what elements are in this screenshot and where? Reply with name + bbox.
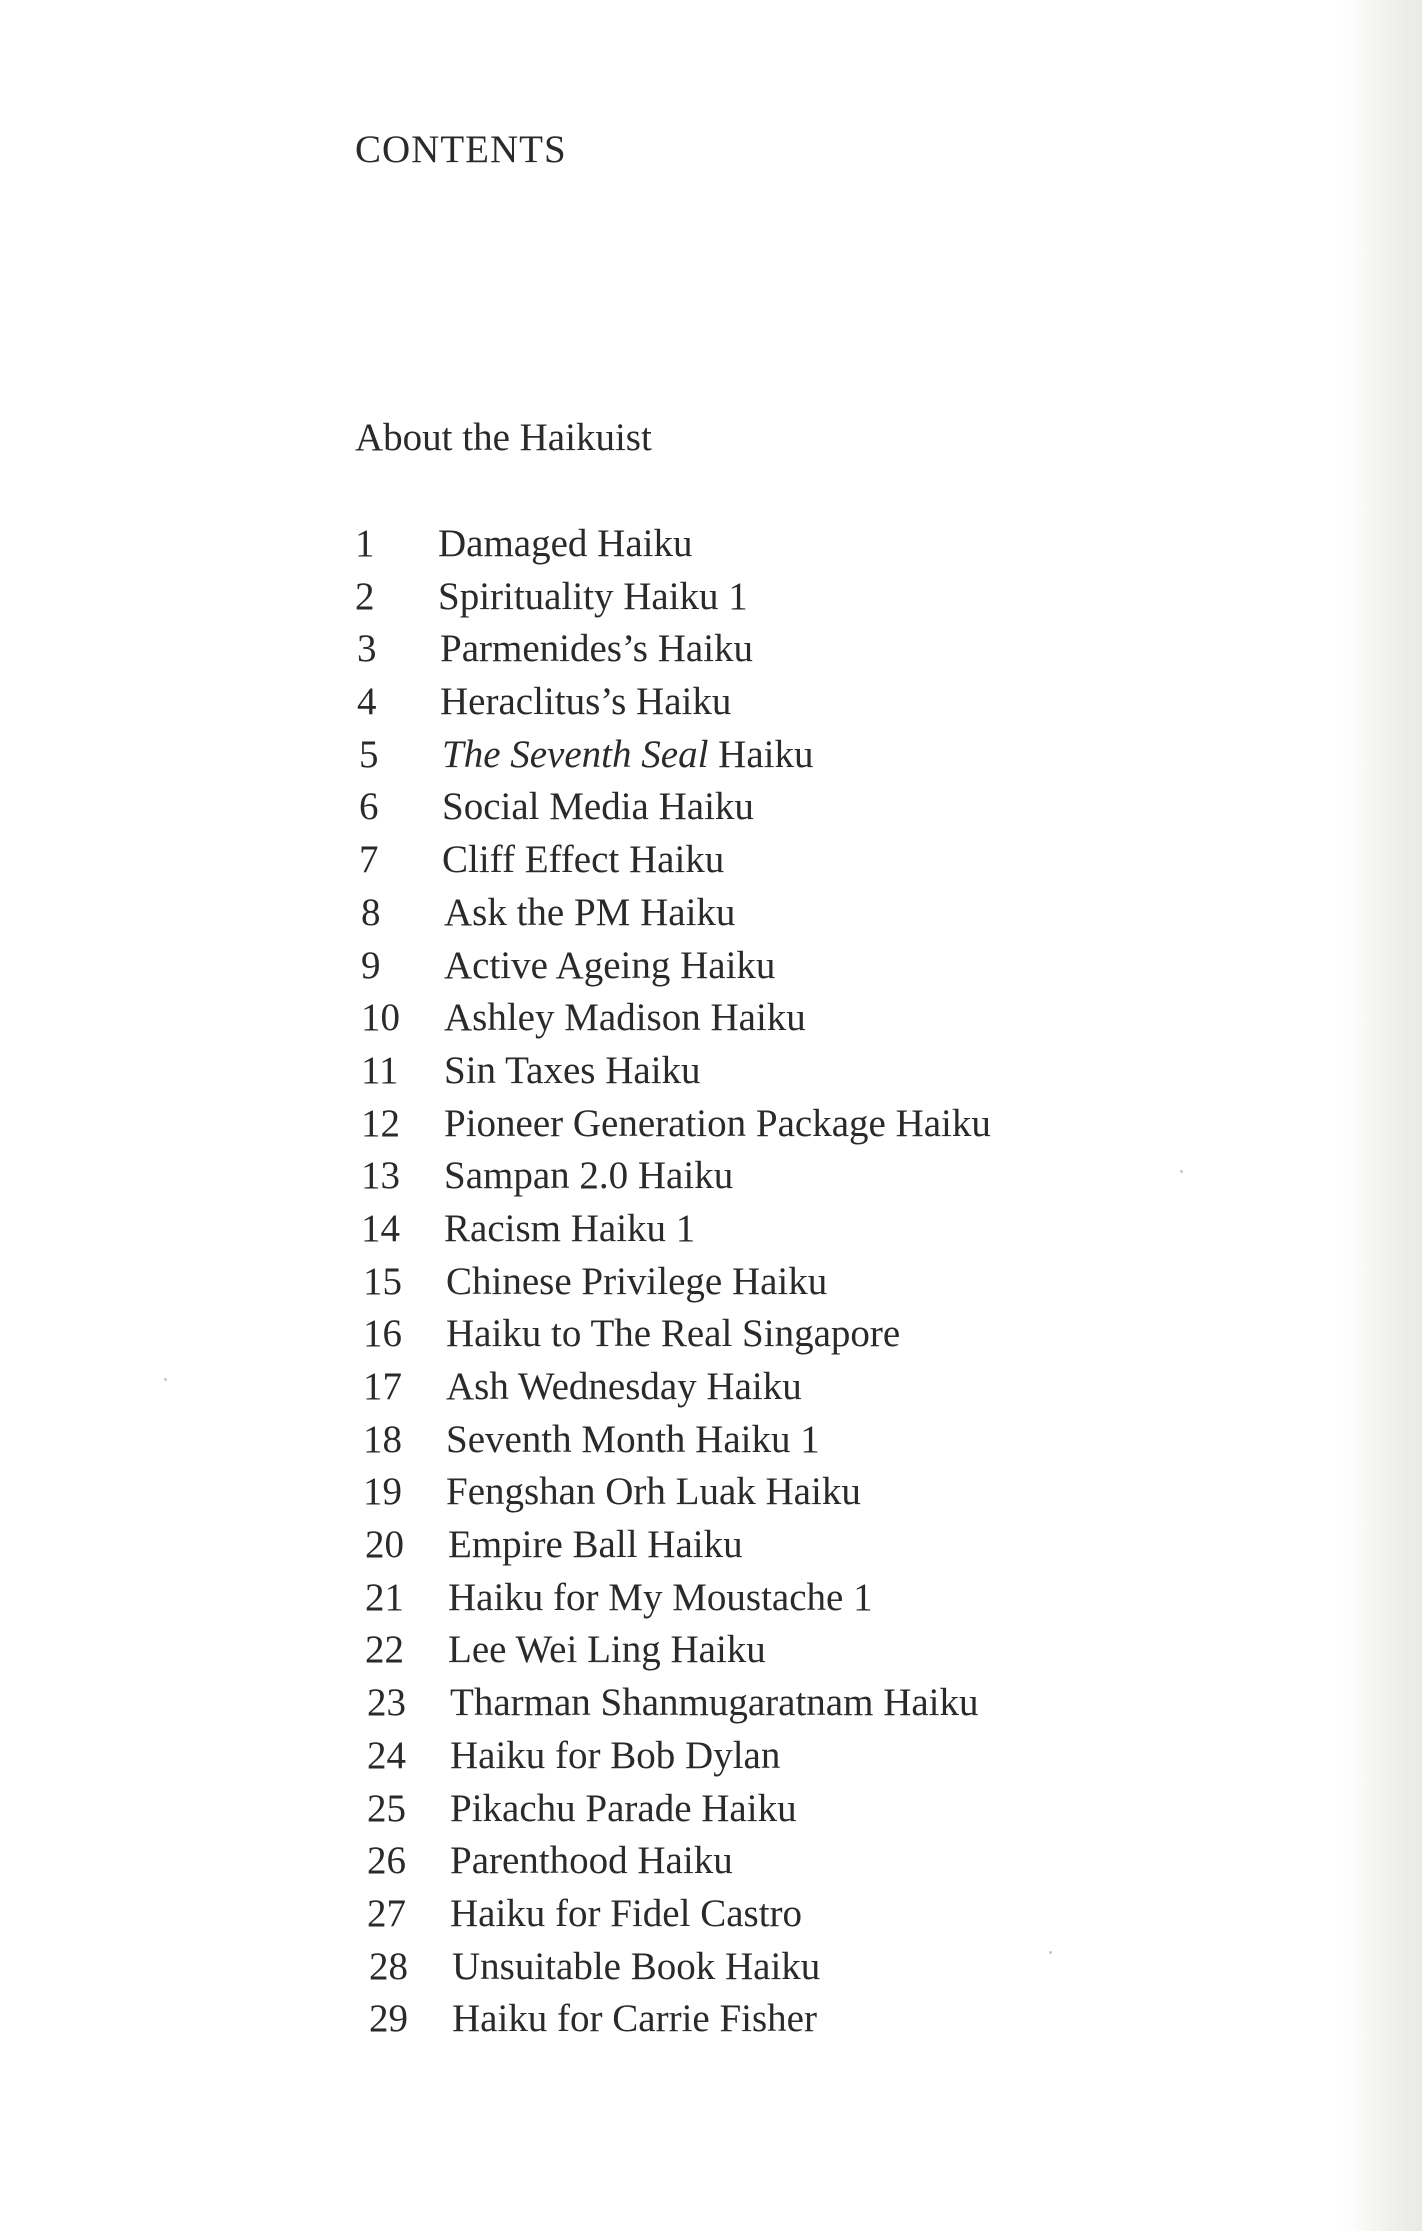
toc-entry [355, 1150, 991, 1203]
entry-title: Sampan 2.0 Haiku [444, 1154, 734, 1198]
entry-number: 7 [359, 838, 379, 882]
toc-entry [355, 1466, 991, 1519]
entry-title-italic: The Seventh Seal [442, 732, 709, 776]
toc-entry [355, 1256, 991, 1309]
toc-entry [355, 1835, 991, 1888]
toc-entry [355, 992, 991, 1045]
entry-number: 2 [355, 574, 375, 618]
toc-entry [355, 623, 991, 676]
entry-title: Ash Wednesday Haiku [446, 1365, 802, 1408]
entry-title: Haiku for Carrie Fisher [452, 1997, 817, 2041]
toc-entry [355, 729, 991, 782]
entry-number: 11 [361, 1048, 399, 1092]
paper-speck [164, 1378, 167, 1381]
entry-number: 8 [361, 890, 381, 934]
paper-speck [1180, 1170, 1183, 1173]
toc-entry [355, 1361, 991, 1414]
entry-title: Haiku for Bob Dylan [450, 1733, 781, 1777]
entry-number: 18 [363, 1417, 402, 1461]
entry-title: Spirituality Haiku 1 [438, 574, 748, 618]
entry-title: Chinese Privilege Haiku [446, 1259, 828, 1303]
entry-title: Lee Wei Ling Haiku [448, 1628, 766, 1672]
entry-number: 22 [365, 1628, 404, 1672]
entry-title: Heraclitus’s Haiku [440, 680, 732, 724]
entry-title: Sin Taxes Haiku [444, 1048, 701, 1092]
entry-title-rest: Haiku [708, 732, 814, 776]
entry-number: 4 [357, 680, 377, 724]
toc-entry [355, 887, 991, 940]
entry-number: 14 [361, 1206, 400, 1250]
entry-number: 24 [367, 1733, 406, 1777]
toc-entry [355, 1624, 991, 1677]
entry-title: Seventh Month Haiku 1 [446, 1417, 820, 1461]
entry-number: 25 [367, 1786, 406, 1830]
entry-number: 5 [359, 732, 379, 776]
entry-title: Tharman Shanmugaratnam Haiku [450, 1681, 979, 1725]
entry-number: 6 [359, 785, 379, 829]
entry-title: Haiku for Fidel Castro [450, 1891, 803, 1935]
entry-number: 1 [355, 522, 375, 565]
entry-number: 3 [357, 627, 377, 671]
entry-title: Social Media Haiku [442, 785, 754, 829]
entry-title: Haiku to The Real Singapore [446, 1312, 901, 1356]
entry-number: 20 [365, 1523, 404, 1567]
entry-number: 10 [361, 996, 400, 1040]
toc-entry [355, 1308, 991, 1361]
entry-title: Parenthood Haiku [450, 1839, 733, 1883]
toc-entry [355, 834, 991, 887]
paper-speck [1049, 1951, 1052, 1954]
entry-number: 9 [361, 943, 381, 987]
toc-entry [355, 571, 991, 624]
entry-number: 23 [367, 1681, 406, 1725]
entry-number: 21 [365, 1575, 404, 1619]
toc-entry [355, 1519, 991, 1572]
toc-entry [355, 781, 991, 834]
entry-number: 28 [369, 1944, 408, 1988]
toc-entry [355, 1888, 991, 1941]
entry-title: Ashley Madison Haiku [444, 996, 806, 1040]
toc-entry [355, 1203, 991, 1256]
page-edge-shade [1362, 0, 1422, 2231]
toc-entry [355, 1677, 991, 1730]
entry-title: Damaged Haiku [438, 522, 693, 565]
front-matter-entry: About the Haikuist [355, 416, 652, 459]
entry-number: 12 [361, 1101, 400, 1145]
entry-title: Pikachu Parade Haiku [450, 1786, 797, 1830]
entry-title: Racism Haiku 1 [444, 1206, 696, 1250]
toc-entry [355, 1730, 991, 1783]
entry-title: Empire Ball Haiku [448, 1523, 743, 1567]
entry-number: 29 [369, 1997, 408, 2041]
toc-entry [355, 518, 991, 571]
entry-title: Parmenides’s Haiku [440, 627, 754, 671]
toc-entry [355, 676, 991, 729]
entry-number: 27 [367, 1891, 406, 1935]
entry-title: Fengshan Orh Luak Haiku [446, 1470, 861, 1514]
entry-number: 19 [363, 1470, 402, 1514]
toc-entry [355, 940, 991, 993]
entry-number: 26 [367, 1839, 406, 1883]
entry-title: Pioneer Generation Package Haiku [444, 1101, 991, 1145]
toc-entry [355, 1572, 991, 1625]
entry-number: 16 [363, 1312, 402, 1356]
toc-entry [355, 1993, 991, 2046]
entry-title [442, 729, 813, 782]
entry-title: Active Ageing Haiku [444, 943, 776, 987]
toc-entry [355, 1783, 991, 1836]
toc-entry [355, 1414, 991, 1467]
toc-entry [355, 1098, 991, 1151]
entry-number: 17 [363, 1365, 402, 1408]
toc-entry [355, 1941, 991, 1994]
toc-entry [355, 1045, 991, 1098]
entry-number: 13 [361, 1154, 400, 1198]
page-title: CONTENTS [355, 128, 567, 171]
entry-title: Haiku for My Moustache 1 [448, 1575, 873, 1619]
table-of-contents [355, 518, 991, 2046]
entry-title: Unsuitable Book Haiku [452, 1944, 821, 1988]
entry-number: 15 [363, 1259, 402, 1303]
entry-title: Cliff Effect Haiku [442, 838, 725, 882]
entry-title: Ask the PM Haiku [444, 890, 736, 934]
